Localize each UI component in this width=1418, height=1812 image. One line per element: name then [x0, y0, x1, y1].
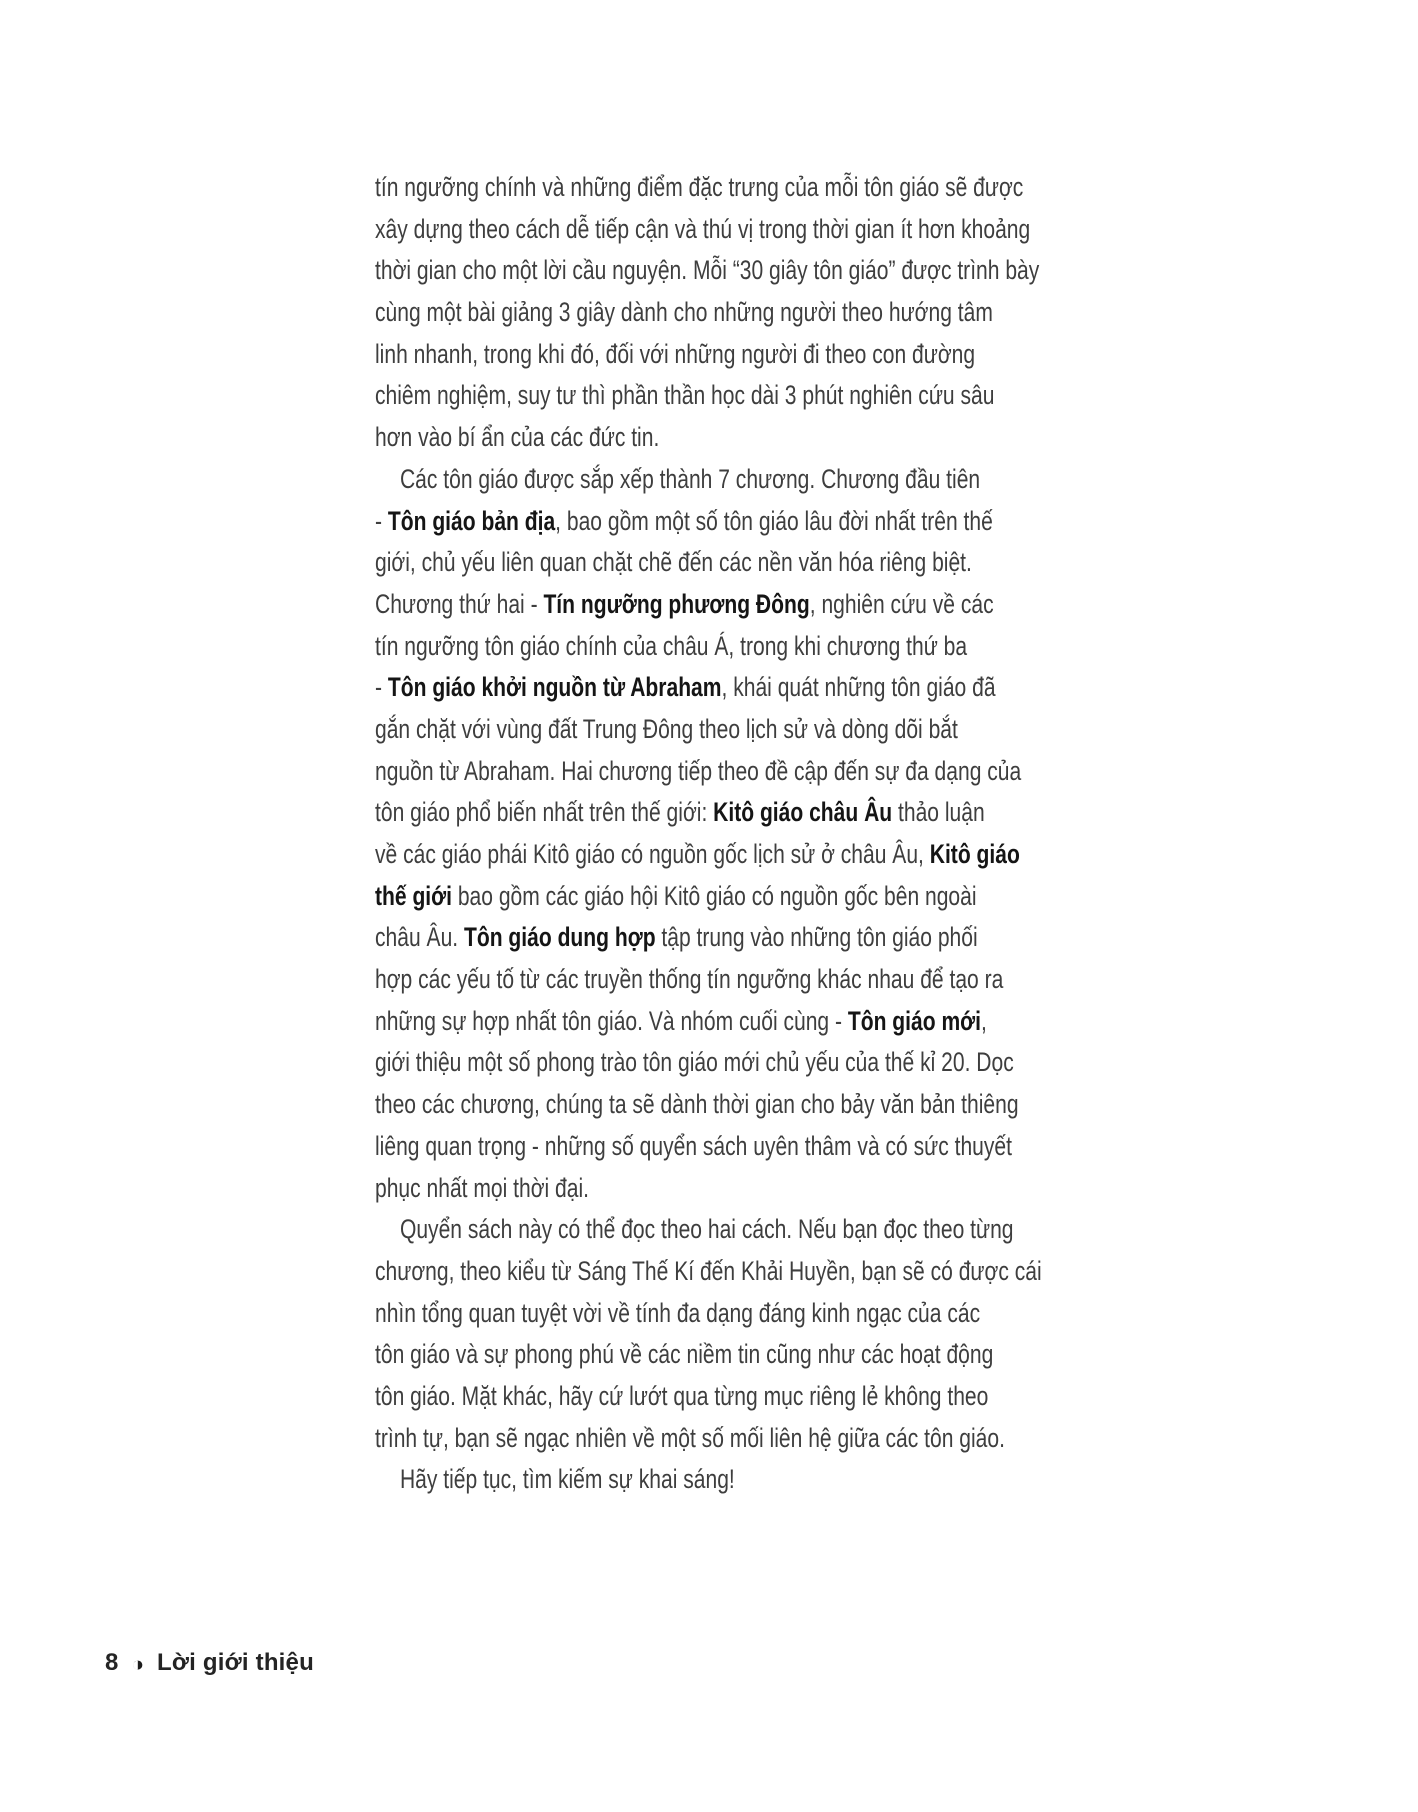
text-segment: , nghiên cứu về các — [809, 588, 994, 619]
text-line — [375, 1293, 1116, 1335]
text-segment: chương, theo kiểu từ Sáng Thế Kí đến Khải Huyền, bạn sẽ có được cái — [375, 1255, 1042, 1286]
text-line — [375, 584, 1116, 626]
text-line — [375, 626, 1116, 668]
text-segment: Các tôn giáo được sắp xếp thành 7 chương. Chương đầu tiên — [399, 463, 981, 494]
text-line — [375, 542, 1116, 584]
text-segment: nguồn từ Abraham. Hai chương tiếp theo đề cập đến sự đa dạng của — [375, 755, 1022, 786]
page-footer — [105, 1649, 314, 1677]
text-line — [375, 917, 1116, 959]
text-line — [375, 501, 1116, 543]
text-segment: Quyển sách này có thể đọc theo hai cách. Nếu bạn đọc theo từng — [399, 1214, 1014, 1245]
text-segment: chiêm nghiệm, suy tư thì phần thần học dài 3 phút nghiên cứu sâu — [375, 380, 995, 411]
text-segment: Hãy tiếp tục, tìm kiếm sự khai sáng! — [399, 1464, 735, 1495]
text-line — [375, 709, 1116, 751]
text-line — [375, 1084, 1116, 1126]
text-line — [375, 250, 1116, 292]
text-line — [375, 1418, 1116, 1460]
bold-phrase: Tôn giáo mới — [847, 1005, 982, 1036]
text-segment: theo các chương, chúng ta sẽ dành thời gian cho bảy văn bản thiêng — [375, 1089, 1019, 1120]
text-segment: tín ngưỡng chính và những điểm đặc trưng của mỗi tôn giáo sẽ được — [375, 172, 1024, 202]
text-line — [375, 959, 1116, 1001]
text-segment: phục nhất mọi thời đại. — [375, 1172, 590, 1203]
text-line — [375, 1376, 1116, 1418]
text-segment: giới, chủ yếu liên quan chặt chẽ đến các nền văn hóa riêng biệt. — [375, 547, 972, 578]
text-segment: giới thiệu một số phong trào tôn giáo mới chủ yếu của thế kỉ 20. Dọc — [375, 1047, 1014, 1078]
text-segment: tôn giáo. Mặt khác, hãy cứ lướt qua từng mục riêng lẻ không theo — [375, 1380, 989, 1411]
bold-phrase: Kitô giáo — [929, 839, 1020, 869]
text-segment: xây dựng theo cách dễ tiếp cận và thú vị trong thời gian ít hơn khoảng — [375, 213, 1031, 244]
bold-phrase: thế giới — [375, 880, 452, 911]
text-line — [375, 1126, 1116, 1168]
text-line — [375, 1042, 1116, 1084]
bold-phrase: Tín ngưỡng phương Đông — [543, 588, 810, 619]
text-line — [375, 375, 1116, 417]
text-segment: tôn giáo và sự phong phú về các niềm tin cũng như các hoạt động — [375, 1339, 994, 1370]
text-segment: , khái quát những tôn giáo đã — [721, 672, 996, 703]
text-line — [375, 1334, 1116, 1376]
text-line — [375, 167, 1116, 209]
text-segment: , bao gồm một số tôn giáo lâu đời nhất trên thế — [555, 505, 993, 536]
text-line — [375, 209, 1116, 251]
bold-phrase: Kitô giáo châu Âu — [713, 797, 893, 828]
text-line — [375, 1001, 1116, 1043]
text-segment: nhìn tổng quan tuyệt vời về tính đa dạng đáng kinh ngạc của các — [375, 1297, 981, 1328]
text-segment: tín ngưỡng tôn giáo chính của châu Á, trong khi chương thứ ba — [375, 630, 968, 661]
text-segment: gắn chặt với vùng đất Trung Đông theo lịch sử và dòng dõi bắt — [375, 713, 958, 744]
text-segment: về các giáo phái Kitô giáo có nguồn gốc lịch sử ở châu Âu, — [375, 839, 930, 869]
text-line — [375, 751, 1116, 793]
text-line — [375, 834, 1116, 876]
text-line — [375, 1168, 1116, 1210]
text-segment: những sự hợp nhất tôn giáo. Và nhóm cuối cùng - — [375, 1005, 848, 1036]
text-line — [375, 1209, 1116, 1251]
text-segment: thảo luận — [892, 797, 985, 828]
text-segment: - — [375, 505, 388, 536]
page-number: 8 — [105, 1649, 119, 1676]
text-segment: thời gian cho một lời cầu nguyện. Mỗi “30 giây tôn giáo” được trình bày — [375, 255, 1040, 286]
text-segment: - — [375, 672, 388, 703]
text-line — [375, 1459, 1116, 1501]
text-segment: tôn giáo phổ biến nhất trên thế giới: — [375, 797, 714, 828]
text-segment: hơn vào bí ẩn của các đức tin. — [375, 422, 660, 453]
text-segment: , — [981, 1005, 987, 1036]
text-segment: châu Âu. — [375, 922, 464, 953]
bold-phrase: Tôn giáo bản địa — [387, 505, 556, 536]
text-line — [375, 459, 1116, 501]
text-segment: Chương thứ hai - — [375, 588, 544, 619]
text-segment: tập trung vào những tôn giáo phối — [655, 922, 978, 953]
text-line — [375, 417, 1116, 459]
text-segment: hợp các yếu tố từ các truyền thống tín ngưỡng khác nhau để tạo ra — [375, 964, 1004, 995]
text-segment: bao gồm các giáo hội Kitô giáo có nguồn gốc bên ngoài — [451, 880, 977, 911]
text-line — [375, 792, 1116, 834]
bold-phrase: Tôn giáo khởi nguồn từ Abraham — [387, 672, 722, 703]
text-segment: liêng quan trọng - những số quyển sách uyên thâm và có sức thuyết — [375, 1130, 1012, 1161]
text-segment: cùng một bài giảng 3 giây dành cho những người theo hướng tâm — [375, 297, 993, 328]
text-line — [375, 876, 1116, 918]
text-line — [375, 1251, 1116, 1293]
text-line — [375, 334, 1116, 376]
text-block — [375, 167, 1116, 1501]
text-line — [375, 667, 1116, 709]
text-segment: trình tự, bạn sẽ ngạc nhiên về một số mối liên hệ giữa các tôn giáo. — [375, 1422, 1005, 1453]
text-line — [375, 292, 1116, 334]
half-circle-icon: ◑ — [131, 1652, 145, 1676]
footer-section-title: Lời giới thiệu — [157, 1649, 314, 1676]
text-segment: linh nhanh, trong khi đó, đối với những người đi theo con đường — [375, 338, 976, 369]
bold-phrase: Tôn giáo dung hợp — [463, 922, 656, 953]
